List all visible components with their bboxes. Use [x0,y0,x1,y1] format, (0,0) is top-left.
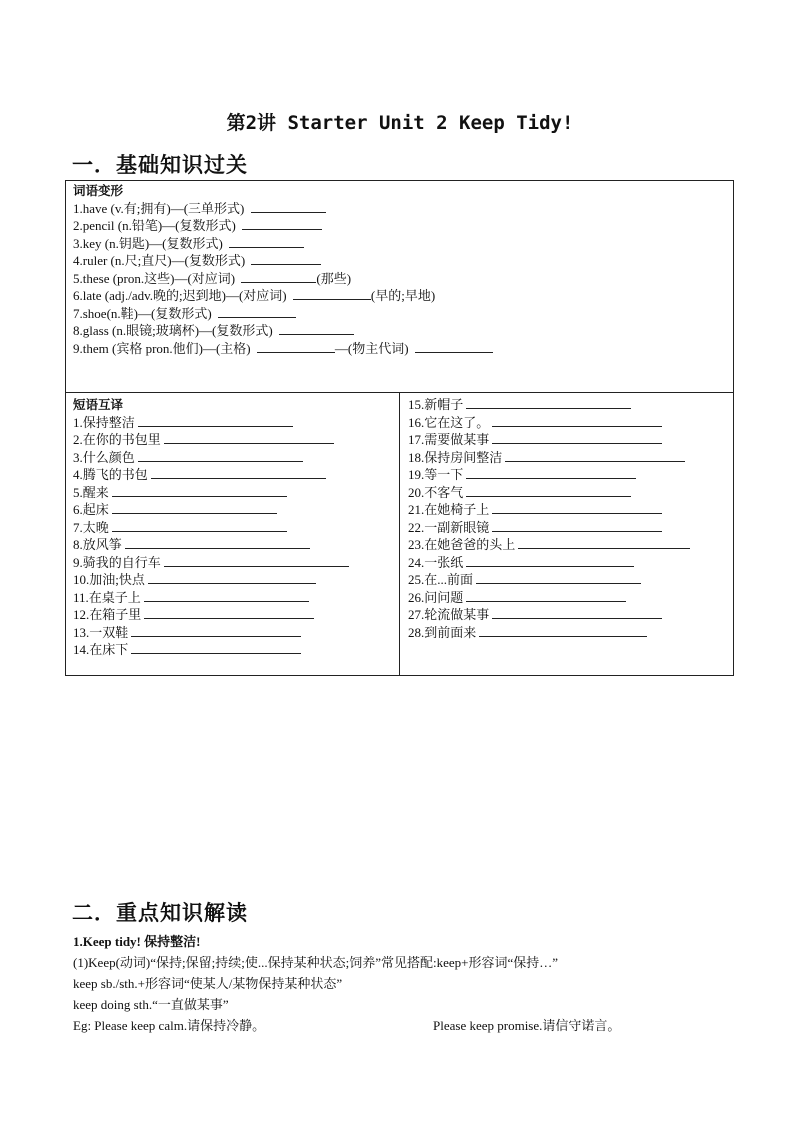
answer-blank[interactable] [518,536,690,549]
answer-blank[interactable] [112,519,287,532]
phrase-item: 18.保持房间整洁 [408,449,690,467]
answer-blank[interactable] [131,624,301,637]
phrase-item: 2.在你的书包里 [73,431,349,449]
phrase-item: 12.在箱子里 [73,606,349,624]
vocab-section [73,182,493,357]
answer-blank[interactable] [112,484,287,497]
answer-blank[interactable] [164,431,334,444]
phrase-item: 21.在她椅子上 [408,501,690,519]
section-heading-key-points: 二．重点知识解读 [72,901,248,925]
phrase-item: 19.等一下 [408,466,690,484]
answer-blank[interactable] [144,606,314,619]
answer-blank[interactable] [112,501,277,514]
phrase-header: 短语互译 [73,397,124,412]
vocab-item: 3.key (n.钥匙)—(复数形式) [73,235,493,253]
vocab-item: 4.ruler (n.尺;直尺)—(复数形式) [73,252,493,270]
phrase-item: 1.保持整洁 [73,414,349,432]
vocab-item: 6.late (adj./adv.晚的;迟到地)—(对应词) (早的;早地) [73,288,436,303]
phrase-item: 23.在她爸爸的头上 [408,536,690,554]
phrase-item: 10.加油;快点 [73,571,349,589]
phrase-right-column [408,396,690,641]
phrase-item: 4.腾飞的书包 [73,466,349,484]
answer-blank[interactable] [293,287,371,300]
answer-blank[interactable] [415,340,493,353]
example-2: Please keep promise.请信守诺言。 [433,1018,621,1033]
answer-blank[interactable] [144,589,309,602]
answer-blank[interactable] [279,322,354,335]
notes-line: keep doing sth.“一直做某事” [73,997,229,1012]
phrase-item: 27.轮流做某事 [408,606,690,624]
phrase-left-column [73,396,349,659]
phrase-item: 24.一张纸 [408,554,690,572]
answer-blank[interactable] [492,501,662,514]
answer-blank[interactable] [466,484,631,497]
column-divider [399,392,400,676]
phrase-item: 20.不客气 [408,484,690,502]
phrase-item: 7.太晚 [73,519,349,537]
answer-blank[interactable] [242,217,322,230]
vocab-item: 5.these (pron.这些)—(对应词) (那些) [73,270,352,286]
answer-blank[interactable] [257,340,335,353]
phrase-item: 25.在...前面 [408,571,690,589]
phrase-item: 17.需要做某事 [408,431,690,449]
vocab-item: 1.have (v.有;拥有)—(三单形式) [73,200,493,218]
answer-blank[interactable] [131,641,301,654]
phrase-item: 8.放风筝 [73,536,349,554]
answer-blank[interactable] [479,624,647,637]
answer-blank[interactable] [125,536,310,549]
vocab-item: 9.them (宾格 pron.他们)—(主格) —(物主代词) [73,340,493,358]
answer-blank[interactable] [476,571,641,584]
answer-blank[interactable] [148,571,316,584]
answer-blank[interactable] [492,414,662,427]
answer-blank[interactable] [151,466,326,479]
answer-blank[interactable] [138,414,293,427]
answer-blank[interactable] [138,449,303,462]
phrase-item: 22.一副新眼镜 [408,519,690,537]
page-title: 第2讲 Starter Unit 2 Keep Tidy! [226,112,574,134]
answer-blank[interactable] [505,449,685,462]
phrase-item: 14.在床下 [73,641,349,659]
phrase-item: 11.在桌子上 [73,589,349,607]
phrase-item: 26.问问题 [408,589,690,607]
phrase-item: 5.醒来 [73,484,349,502]
section-heading-basics: 一．基础知识过关 [72,153,248,177]
answer-blank[interactable] [466,554,634,567]
answer-blank[interactable] [492,519,662,532]
answer-blank[interactable] [466,466,636,479]
notes-heading: 1.Keep tidy! 保持整洁! [73,934,201,949]
answer-blank[interactable] [218,305,296,318]
example-row [73,1015,733,1036]
example-1: Eg: Please keep calm.请保持冷静。 [73,1018,266,1033]
answer-blank[interactable] [164,554,349,567]
notes-line: (1)Keep(动词)“保持;保留;持续;使...保持某种状态;饲养”常见搭配:keep+形容词“保持…” [73,955,559,970]
notes-section [73,931,733,1036]
phrase-item: 9.骑我的自行车 [73,554,349,572]
vocab-item: 8.glass (n.眼镜;玻璃杯)—(复数形式) [73,322,493,340]
answer-blank[interactable] [466,589,626,602]
notes-line: keep sb./sth.+形容词“使某人/某物保持某种状态” [73,976,343,991]
phrase-item: 6.起床 [73,501,349,519]
answer-blank[interactable] [251,200,326,213]
answer-blank[interactable] [492,431,662,444]
answer-blank[interactable] [466,396,631,409]
vocab-item: 2.pencil (n.铅笔)—(复数形式) [73,217,493,235]
vocab-header: 词语变形 [73,183,124,198]
phrase-item: 15.新帽子 [408,396,690,414]
answer-blank[interactable] [229,235,304,248]
phrase-item: 16.它在这了。 [408,414,690,432]
answer-blank[interactable] [492,606,662,619]
phrase-item: 13.一双鞋 [73,624,349,642]
answer-blank[interactable] [241,270,316,283]
phrase-item: 3.什么颜色 [73,449,349,467]
vocab-item: 7.shoe(n.鞋)—(复数形式) [73,305,493,323]
answer-blank[interactable] [251,252,321,265]
phrase-item: 28.到前面来 [408,624,690,642]
